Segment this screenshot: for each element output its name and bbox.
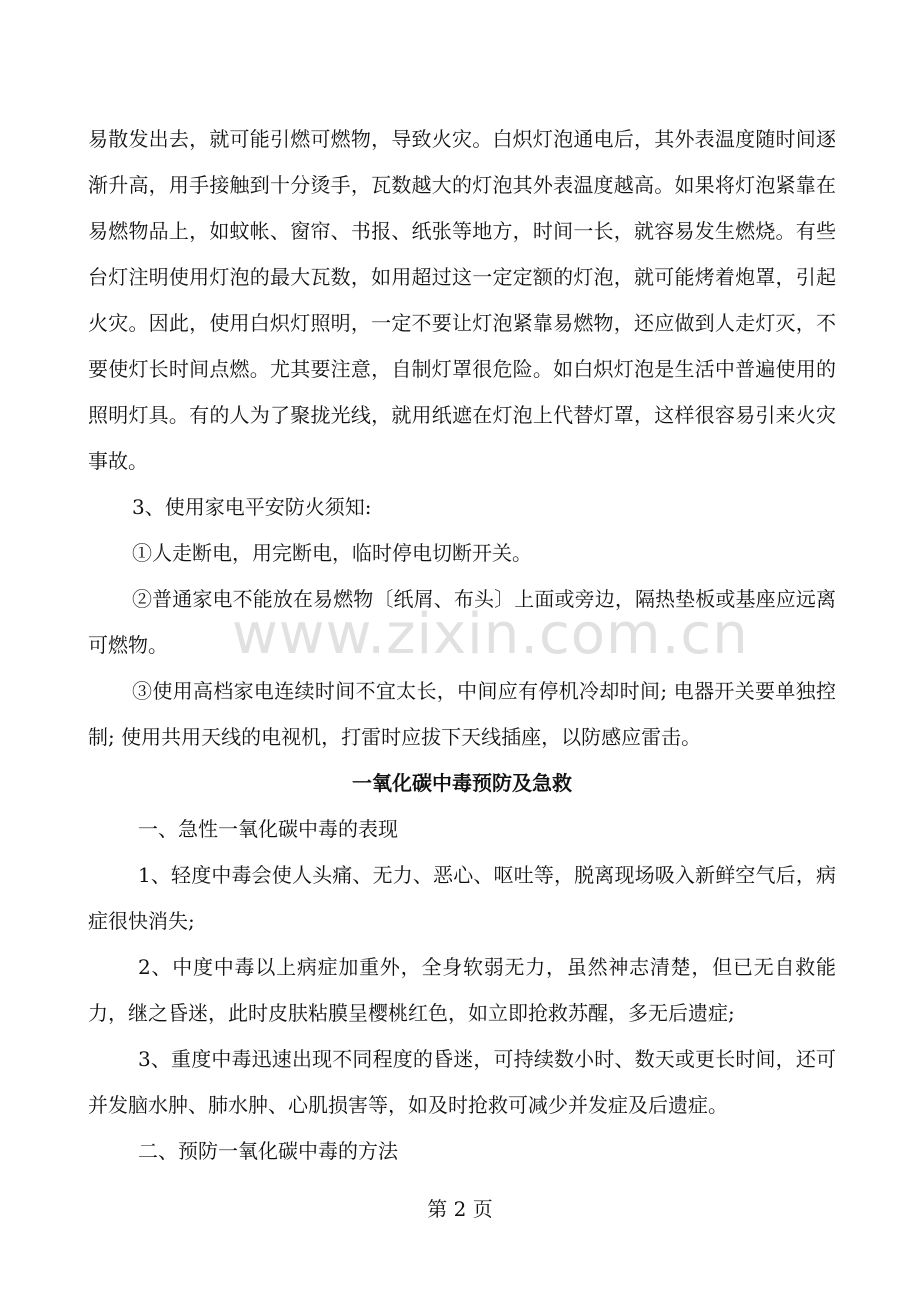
list-item: ③使用高档家电连续时间不宜太长，中间应有停机冷却时间; 电器开关要单独控制; 使用共用天线的电视机，打雷时应拔下天线插座，以防感应雷击。	[88, 679, 836, 749]
section-title: 3、使用家电平安防火须知:	[132, 495, 372, 519]
watermark: www.zixin.com.cn	[232, 602, 749, 667]
document-body	[88, 116, 836, 1174]
list-item: 3、重度中毒迅速出现不同程度的昏迷，可持续数小时、数天或更长时间，还可并发脑水肿、肺水肿、心肌损害等，如及时抢救可减少并发症及后遗症。	[88, 1047, 836, 1117]
list-item: 1、轻度中毒会使人头痛、无力、恶心、呕吐等，脱离现场吸入新鲜空气后，病症很快消失;	[88, 863, 836, 933]
body-paragraph: 易散发出去，就可能引燃可燃物，导致火灾。白炽灯泡通电后，其外表温度随时间逐渐升高，用手接触到十分烫手，瓦数越大的灯泡其外表温度越高。如果将灯泡紧靠在易燃物品上，如蚊帐、窗帘、书报、纸张等地方，时间一长，就容易发生燃烧。有些台灯注明使用灯泡的最大瓦数，如用超过这一定定额的灯泡，就可能烤着炮罩，引起火灾。因此，使用白炽灯照明，一定不要让灯泡紧靠易燃物，还应做到人走灯灭，不要使灯长时间点燃。尤其要注意，自制灯罩很危险。如白炽灯泡是生活中普遍使用的照明灯具。有的人为了聚拢光线，就用纸遮在灯泡上代替灯罩，这样很容易引来火灾事故。	[88, 127, 836, 473]
page-number: 第 2 页	[427, 1197, 493, 1221]
section-heading: 一氧化碳中毒预防及急救	[352, 771, 572, 795]
subsection-title: 二、预防一氧化碳中毒的方法	[138, 1139, 398, 1163]
list-item: ①人走断电，用完断电，临时停电切断开关。	[132, 541, 532, 565]
list-item: 2、中度中毒以上病症加重外，全身软弱无力，虽然神志清楚，但已无自救能力，继之昏迷，此时皮肤粘膜呈樱桃红色，如立即抢救苏醒，多无后遗症;	[88, 955, 836, 1025]
subsection-title: 一、急性一氧化碳中毒的表现	[138, 817, 398, 841]
list-item: ②普通家电不能放在易燃物〔纸屑、布头〕上面或旁边，隔热垫板或基座应远离可燃物。	[88, 587, 836, 657]
